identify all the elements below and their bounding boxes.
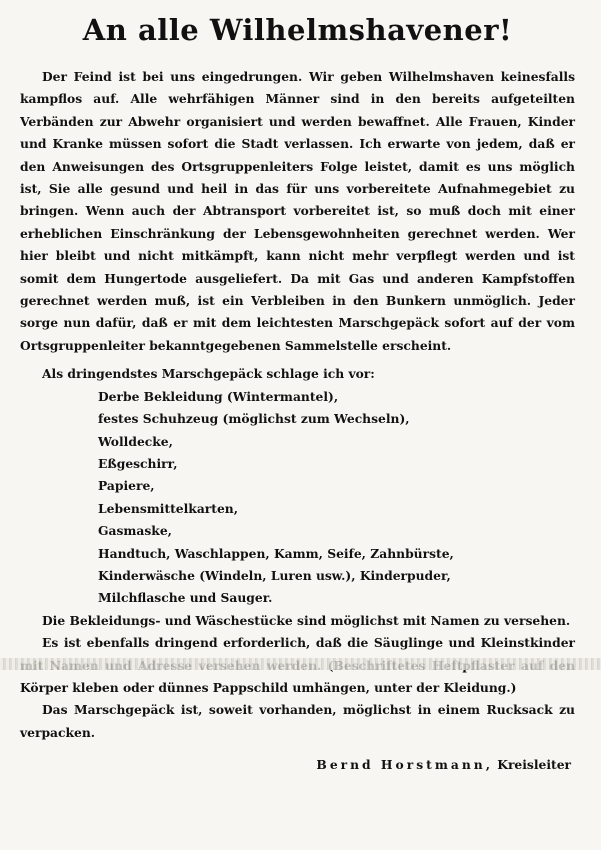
proclamation-body (20, 66, 575, 744)
list-item: Papiere, (98, 478, 155, 494)
list-item: Gasmaske, (98, 523, 172, 539)
list-item: Handtuch, Waschlappen, Kamm, Seife, Zahnbürste, (98, 545, 454, 561)
packing-list (20, 386, 575, 610)
page-title: An alle Wilhelmshavener! (82, 13, 513, 47)
signature-name: Bernd Horstmann, (316, 757, 493, 773)
list-item: festes Schuhzeug (möglichst zum Wechseln), (98, 411, 410, 427)
list-item: Kinderwäsche (Windeln, Luren usw.), Kinderpuder, (98, 567, 451, 583)
list-item: Milchflasche und Sauger. (98, 590, 273, 606)
paper-fold-crease (0, 658, 601, 670)
packing-list-intro: Als dringendstes Marschgepäck schlage ich vor: (42, 366, 375, 382)
signature-line (20, 754, 575, 776)
backpack-paragraph: Das Marschgepäck ist, soweit vorhanden, möglichst in einem Rucksack zu verpacken. (20, 702, 575, 740)
list-item: Lebensmittelkarten, (98, 500, 238, 516)
intro-paragraph: Der Feind ist bei uns eingedrungen. Wir geben Wilhelmshaven keinesfalls kampflos auf. Alle wehrfähigen Männer sind in den bereits aufgeteilten Verbänden zur Abwehr organisiert und werden bewaffnet. Alle Frauen, Kinder und Kranke müssen sofort die Stadt verlassen. Ich erwarte von jedem, daß er den Anweisungen des Ortsgruppenleiters Folge leistet, damit es uns möglich ist, Sie alle gesund und heil in das für uns vorbereitete Aufnahmegebiet zu bringen. Wenn auch der Abtransport vorbereitet ist, so muß doch mit einer erheblichen Einschränkung der Lebensgewohnheiten gerechnet werden. Wer hier bleibt und nicht mitkämpft, kann nicht mehr verpflegt werden und ist somit dem Hungertode ausgeliefert. Da mit Gas und anderen Kampfstoffen gerechnet werden muß, ist ein Verbleiben in den Bunkern unmöglich. Jeder sorge nun dafür, daß er mit dem leichtesten Marschgepäck sofort auf der vom Ortsgruppenleiter bekanntgegebenen Sammelstelle erscheint. (20, 69, 575, 353)
signature-role: Kreisleiter (497, 757, 571, 773)
list-item: Wolldecke, (98, 433, 173, 449)
infant-label-paragraph: Es ist ebenfalls dringend erforderlich, daß die Säuglinge und Kleinstkinder Körper kleben oder dünnes Pappschild umhängen, unter der Kleidung.) (20, 635, 575, 695)
list-item: Derbe Bekleidung (Wintermantel), (98, 388, 339, 404)
clothing-label-paragraph: Die Bekleidungs- und Wäschestücke sind möglichst mit Namen zu versehen. (42, 612, 571, 628)
list-item: Eßgeschirr, (98, 455, 178, 471)
